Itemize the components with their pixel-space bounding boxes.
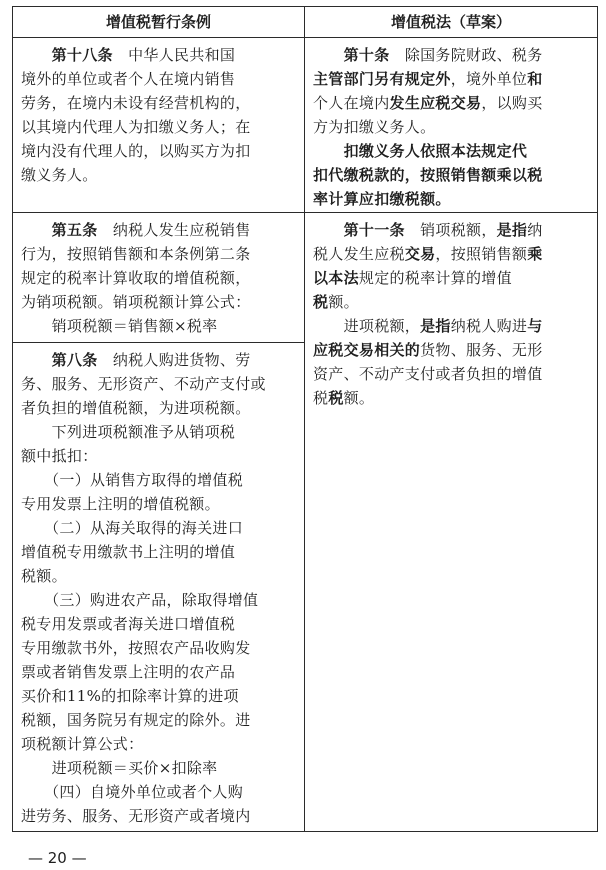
text-segment: 以其境内代理人为扣缴义务人；在 (21, 118, 251, 136)
text-segment (21, 351, 52, 369)
text-line (313, 139, 593, 163)
text-segment: （一）从销售方取得的增值税 (21, 471, 244, 489)
text-segment: 纳税人购进 (450, 317, 528, 335)
text-line (21, 540, 300, 564)
text-line (21, 660, 300, 684)
text-segment: 除国务院财政、税务 (389, 46, 543, 64)
text-line (313, 218, 593, 242)
text-line (21, 756, 300, 780)
text-line (21, 290, 300, 314)
text-segment: （二）从海关取得的海关进口 (21, 519, 244, 537)
text-line (21, 468, 300, 492)
text-line (313, 115, 593, 139)
text-line (313, 242, 593, 266)
text-line (21, 218, 300, 242)
text-line (21, 516, 300, 540)
text-segment: 增值税专用缴款书上注明的增值 (21, 543, 236, 561)
bold-text-segment: 与 (527, 317, 543, 335)
text-segment: 税额，国务院另有规定的除外。进 (21, 711, 251, 729)
text-segment (313, 142, 344, 160)
text-line (313, 362, 593, 386)
text-segment: 税专用发票或者海关进口增值税 (21, 615, 236, 633)
text-line (313, 338, 593, 362)
article-8-cell (21, 348, 300, 831)
text-segment: 者负担的增值税额，为进项税额。 (21, 399, 251, 417)
bold-text-segment: 第十八条 (51, 46, 113, 64)
bold-text-segment: 税 (313, 293, 329, 311)
text-line (21, 139, 300, 163)
text-segment: 额。 (328, 293, 359, 311)
text-line (21, 684, 300, 708)
bold-text-segment: 税 (328, 389, 344, 407)
row-divider (13, 212, 597, 213)
text-segment: 专用发票上注明的增值税额。 (21, 495, 220, 513)
text-line (21, 732, 300, 756)
text-segment: 纳税人购进货物、劳 (97, 351, 251, 369)
text-segment (313, 221, 344, 239)
bold-text-segment: 扣代缴税款的，按照销售额乘以税 (313, 166, 543, 184)
text-segment: 额中抵扣： (21, 447, 98, 465)
text-segment: 项税额计算公式： (21, 735, 144, 753)
bold-text-segment: 乘 (527, 245, 543, 263)
text-line (21, 708, 300, 732)
text-line (313, 43, 593, 67)
bold-text-segment: 第十条 (343, 46, 390, 64)
bold-text-segment: 第五条 (51, 221, 98, 239)
text-line (313, 91, 593, 115)
text-line (21, 242, 300, 266)
article-5-cell (21, 218, 300, 340)
text-segment: 规定的税率计算的增值 (358, 269, 512, 287)
text-segment: 货物、服务、无形 (420, 341, 543, 359)
column-divider (304, 7, 305, 831)
article-18-cell (21, 43, 300, 211)
text-line (21, 828, 300, 831)
comparison-table (12, 6, 598, 832)
text-line (21, 396, 300, 420)
text-segment: ，按照销售额 (435, 245, 528, 263)
bold-text-segment: 是指 (420, 317, 451, 335)
text-segment: 中华人民共和国 (112, 46, 236, 64)
text-line (21, 91, 300, 115)
text-line (21, 372, 300, 396)
text-segment: 纳 (527, 221, 543, 239)
text-segment: 票或者销售发票上注明的农产品 (21, 663, 236, 681)
text-segment: 缴义务人。 (21, 166, 98, 184)
text-line (21, 348, 300, 372)
bold-text-segment: 第八条 (51, 351, 98, 369)
text-segment: 规定的税率计算收取的增值税额， (21, 269, 251, 287)
text-line (313, 314, 593, 338)
left-column-header: 增值税暂行条例 (105, 13, 211, 31)
bold-text-segment: 率计算应扣缴税额。 (313, 190, 451, 208)
text-segment: （三）购进农产品，除取得增值 (21, 591, 259, 609)
text-segment: 销项税额＝销售额×税率 (21, 317, 218, 335)
text-segment: 劳务，在境内未设有经营机构的， (21, 94, 251, 112)
text-segment: 为销项税额。销项税额计算公式： (21, 293, 251, 311)
text-segment (313, 46, 344, 64)
text-line (21, 588, 300, 612)
text-segment: 买价和11%的扣除率计算的进项 (21, 687, 239, 705)
text-segment: 税 (313, 389, 329, 407)
text-segment: 税额。 (21, 567, 67, 585)
text-segment: 个人在境内 (313, 94, 390, 112)
bold-text-segment: 第十一条 (343, 221, 405, 239)
text-segment (21, 221, 52, 239)
text-line (21, 266, 300, 290)
text-line (313, 67, 593, 91)
right-column-header: 增值税法（草案） (390, 13, 511, 31)
text-line (21, 67, 300, 91)
text-line (21, 444, 300, 468)
text-segment: 方为扣缴义务人。 (313, 118, 436, 136)
header-divider (13, 37, 597, 38)
bold-text-segment: 以本法 (313, 269, 359, 287)
text-segment: 纳税人发生应税销售 (97, 221, 251, 239)
text-line (21, 780, 300, 804)
bold-text-segment: 扣缴义务人依照本法规定代 (343, 142, 528, 160)
text-line (21, 492, 300, 516)
text-segment: ，以购买 (481, 94, 543, 112)
text-segment: 进项税额＝买价×扣除率 (21, 759, 218, 777)
text-line (313, 266, 593, 290)
text-segment: 进项税额， (313, 317, 421, 335)
page-number: — 20 — (28, 849, 87, 867)
bold-text-segment: 和 (527, 70, 543, 88)
bold-text-segment: 应税交易相关的 (313, 341, 421, 359)
text-line (313, 290, 593, 314)
text-segment: 额。 (343, 389, 375, 407)
left-subrow-divider (13, 342, 304, 343)
text-segment: 税人发生应税 (313, 245, 405, 263)
text-segment (21, 46, 52, 64)
text-line (21, 636, 300, 660)
text-line (21, 314, 300, 338)
text-segment: 务、服务、无形资产、不动产支付或 (21, 375, 266, 393)
text-line (313, 187, 593, 211)
text-segment: 销项税额， (404, 221, 497, 239)
draft-article-10-cell (313, 43, 593, 211)
text-segment: 行为，按照销售额和本条例第二条 (21, 245, 251, 263)
text-segment: 进劳务、服务、无形资产或者境内 (21, 807, 251, 825)
bold-text-segment: 交易 (404, 245, 436, 263)
text-segment: ，境外单位 (450, 70, 528, 88)
text-segment: 境外的单位或者个人在境内销售 (21, 70, 236, 88)
bold-text-segment: 发生应税交易 (389, 94, 482, 112)
text-segment: 境内没有代理人的，以购买方为扣 (21, 142, 251, 160)
text-line (21, 612, 300, 636)
text-segment: 资产、不动产支付或者负担的增值 (313, 365, 543, 383)
text-line (21, 163, 300, 187)
text-line (21, 115, 300, 139)
text-segment: （四）自境外单位或者个人购 (21, 783, 244, 801)
text-line (21, 43, 300, 67)
draft-article-11-cell (313, 218, 593, 418)
text-segment: 专用缴款书外，按照农产品收购发 (21, 639, 251, 657)
text-line (21, 564, 300, 588)
text-line (21, 804, 300, 828)
text-segment: 下列进项税额准予从销项税 (21, 423, 236, 441)
bold-text-segment: 主管部门另有规定外 (313, 70, 451, 88)
text-line (313, 163, 593, 187)
bold-text-segment: 是指 (496, 221, 528, 239)
text-line (313, 386, 593, 410)
text-line (21, 420, 300, 444)
